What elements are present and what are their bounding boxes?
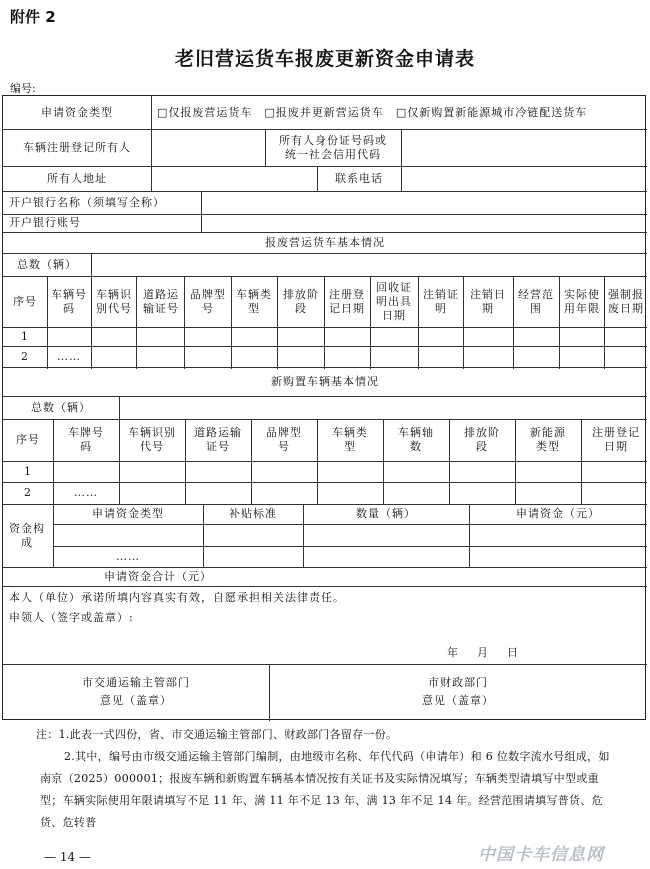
new-col-header: 排放阶段 <box>464 426 500 453</box>
funds-total-label: 申请资金合计（元） <box>104 569 212 583</box>
scrapped-row-plate[interactable]: …… <box>57 349 81 363</box>
scrapped-row-number: 2 <box>21 349 29 363</box>
new-col-header: 道路运输证号 <box>194 426 242 453</box>
transport-dept-label: 市交通运输主管部门 <box>82 676 190 689</box>
owner-id-label <box>265 129 401 166</box>
new-col-header: 品牌型号 <box>266 426 302 453</box>
new-vehicles-section-heading: 新购置车辆基本情况 <box>271 374 379 388</box>
bank-name-field[interactable] <box>201 191 647 214</box>
scrapped-col-header: 注销日期 <box>470 287 506 315</box>
bank-account-label: 开户银行账号 <box>9 216 81 229</box>
bank-account-field[interactable] <box>201 214 647 232</box>
owner-address-field[interactable] <box>151 166 317 191</box>
scrapped-col-header: 车辆识别代号 <box>96 287 132 315</box>
declaration-date: 年 月 日 <box>447 646 519 659</box>
owner-id-field[interactable] <box>401 129 647 166</box>
new-col-header: 车辆类型 <box>332 426 368 453</box>
note-2: 2.其中，编号由市级交通运输主管部门编制，由地级市名称、年代代码（申请年）和 6 位数字流水号组成，如南京（2025）000001；报废车辆和新购置车辆基本情况按有关证书及实际情况填写；车辆类型请填写中型或重型；车辆实际使用年限请填写不足 11 年、满 11 年不足 13 年、满 13 年不足 14 年。经营范围请填写普货、危货、危转普 <box>40 750 610 829</box>
owner-address-label: 所有人地址 <box>47 171 107 185</box>
funds-composition-label: 资金构成 <box>9 521 45 549</box>
new-vehicles-total-label: 总数（辆） <box>31 400 91 414</box>
scrapped-col-header: 回收证明出具日期 <box>376 280 412 322</box>
scrapped-col-header: 强制报废日期 <box>608 287 644 315</box>
owner-name-field[interactable] <box>151 129 265 166</box>
new-row-plate[interactable]: …… <box>74 486 98 499</box>
bank-name-label: 开户银行名称（须填写全称） <box>9 195 165 209</box>
owner-phone-label: 联系电话 <box>335 171 383 185</box>
fund-type-label: 申请资金类型 <box>41 105 113 119</box>
scrapped-total-label: 总数（辆） <box>17 257 77 271</box>
new-vehicles-total-field[interactable] <box>119 396 647 419</box>
new-col-header: 车辆识别代号 <box>128 426 176 453</box>
owner-id-label-line2: 统一社会信用代码 <box>285 147 381 161</box>
funds-col-header: 申请资金（元） <box>516 507 600 520</box>
notes <box>36 724 615 834</box>
transport-dept-opinion: 意见（盖章） <box>100 694 172 707</box>
finance-dept-label: 市财政部门 <box>428 676 488 689</box>
scrapped-col-header: 注册登记日期 <box>329 287 365 315</box>
scrapped-total-field[interactable] <box>91 253 647 276</box>
owner-name-label: 车辆注册登记所有人 <box>23 140 131 154</box>
new-col-header: 车辆轴数 <box>398 426 434 453</box>
scrapped-col-header: 实际使用年限 <box>564 287 600 315</box>
funds-col-header: 申请资金类型 <box>92 507 164 520</box>
scrapped-section-heading: 报废营运货车基本情况 <box>265 235 385 249</box>
scrapped-col-header: 道路运输证号 <box>143 287 179 315</box>
scrapped-col-header: 注销证明 <box>423 287 459 315</box>
fund-type-options <box>151 96 647 129</box>
funds-col-header: 补贴标准 <box>229 507 277 520</box>
scrapped-col-header: 品牌型号 <box>190 287 226 315</box>
new-col-header: 注册登记日期 <box>592 426 640 453</box>
page-title: 老旧营运货车报废更新资金申请表 <box>174 48 475 70</box>
annex-label: 附件 2 <box>10 8 56 26</box>
scrapped-col-header: 排放阶段 <box>283 287 319 315</box>
option-new-ev-only[interactable]: □仅新购置新能源城市冷链配送货车 <box>395 105 588 119</box>
applicant-signature-label: 申领人（签字或盖章）: <box>9 611 134 624</box>
owner-id-label-line1: 所有人身份证号码或 <box>279 133 387 147</box>
funds-col-header: 数量（辆） <box>356 507 416 520</box>
note-1: 注：1.此表一式四份，省、市交通运输主管部门、财政部门各留存一份。 <box>36 728 398 741</box>
finance-dept-opinion: 意见（盖章） <box>422 694 494 707</box>
new-row-plate[interactable] <box>53 461 119 482</box>
new-row-number: 1 <box>24 464 32 478</box>
scrapped-row-plate[interactable] <box>47 327 91 346</box>
scrapped-col-header: 序号 <box>13 294 37 308</box>
scrapped-col-header: 车辆类型 <box>236 287 272 315</box>
funds-total-field[interactable] <box>313 567 647 586</box>
watermark: 中国卡车信息网 <box>478 845 604 865</box>
scrapped-row-number: 1 <box>21 329 29 343</box>
page-number: — 14 — <box>44 850 91 864</box>
option-scrap-only[interactable]: □仅报废营运货车 <box>157 105 253 119</box>
owner-phone-field[interactable] <box>401 166 647 191</box>
option-scrap-and-renew[interactable]: □报废并更新营运货车 <box>264 105 384 119</box>
scrapped-col-header: 车辆号码 <box>51 287 87 315</box>
funds-row-ellipsis: …… <box>116 549 140 563</box>
new-col-header: 车牌号码 <box>68 426 104 453</box>
serial-label: 编号: <box>10 82 36 95</box>
new-row-number: 2 <box>24 486 32 499</box>
new-col-header: 序号 <box>16 433 40 446</box>
new-col-header: 新能源类型 <box>530 426 566 453</box>
declaration-statement: 本人（单位）承诺所填内容真实有效，自愿承担相关法律责任。 <box>9 591 345 604</box>
scrapped-col-header: 经营范围 <box>518 287 554 315</box>
application-form <box>2 95 646 720</box>
